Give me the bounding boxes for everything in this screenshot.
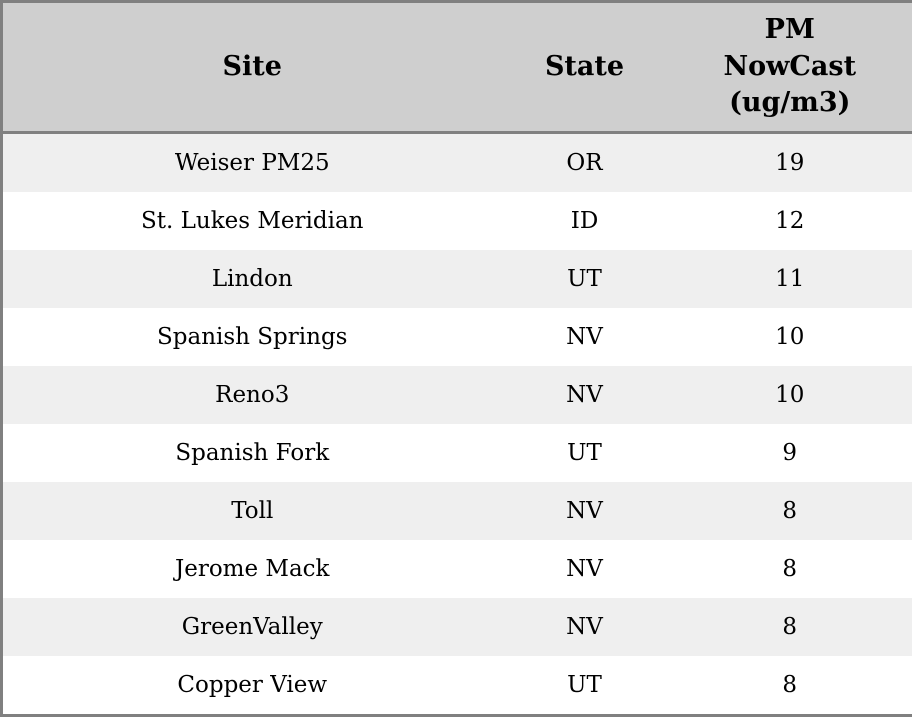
col-header-state: State: [502, 2, 668, 133]
table-row: [2, 250, 912, 308]
cell-site: Toll: [2, 482, 502, 540]
cell-state: NV: [502, 598, 668, 656]
cell-pm-nowcast: 8: [668, 540, 912, 598]
cell-site: Copper View: [2, 656, 502, 716]
cell-site: Lindon: [2, 250, 502, 308]
cell-state: UT: [502, 656, 668, 716]
cell-site: Weiser PM25: [2, 133, 502, 193]
cell-site: St. Lukes Meridian: [2, 192, 502, 250]
cell-state: UT: [502, 250, 668, 308]
table-row: [2, 308, 912, 366]
table-row: [2, 424, 912, 482]
col-header-site: Site: [2, 2, 502, 133]
cell-pm-nowcast: 8: [668, 598, 912, 656]
table-row: [2, 598, 912, 656]
cell-state: NV: [502, 366, 668, 424]
cell-pm-nowcast: 10: [668, 366, 912, 424]
cell-site: Spanish Springs: [2, 308, 502, 366]
table-row: [2, 366, 912, 424]
table-row: [2, 192, 912, 250]
cell-site: Jerome Mack: [2, 540, 502, 598]
cell-pm-nowcast: 19: [668, 133, 912, 193]
table-row: [2, 133, 912, 193]
col-header-pm-nowcast: [668, 2, 912, 133]
cell-pm-nowcast: 12: [668, 192, 912, 250]
cell-pm-nowcast: 11: [668, 250, 912, 308]
table-row: [2, 482, 912, 540]
cell-state: OR: [502, 133, 668, 193]
table-row: [2, 540, 912, 598]
cell-site: Spanish Fork: [2, 424, 502, 482]
header-row: [2, 2, 912, 133]
cell-state: UT: [502, 424, 668, 482]
table-row: [2, 656, 912, 716]
cell-site: GreenValley: [2, 598, 502, 656]
cell-pm-nowcast: 8: [668, 482, 912, 540]
cell-state: NV: [502, 482, 668, 540]
table-body: [2, 133, 912, 716]
cell-pm-nowcast: 10: [668, 308, 912, 366]
cell-pm-nowcast: 9: [668, 424, 912, 482]
col-header-pm-nowcast-label: PM NowCast (ug/m3): [715, 12, 865, 121]
cell-state: NV: [502, 540, 668, 598]
cell-state: ID: [502, 192, 668, 250]
cell-pm-nowcast: 8: [668, 656, 912, 716]
cell-state: NV: [502, 308, 668, 366]
cell-site: Reno3: [2, 366, 502, 424]
